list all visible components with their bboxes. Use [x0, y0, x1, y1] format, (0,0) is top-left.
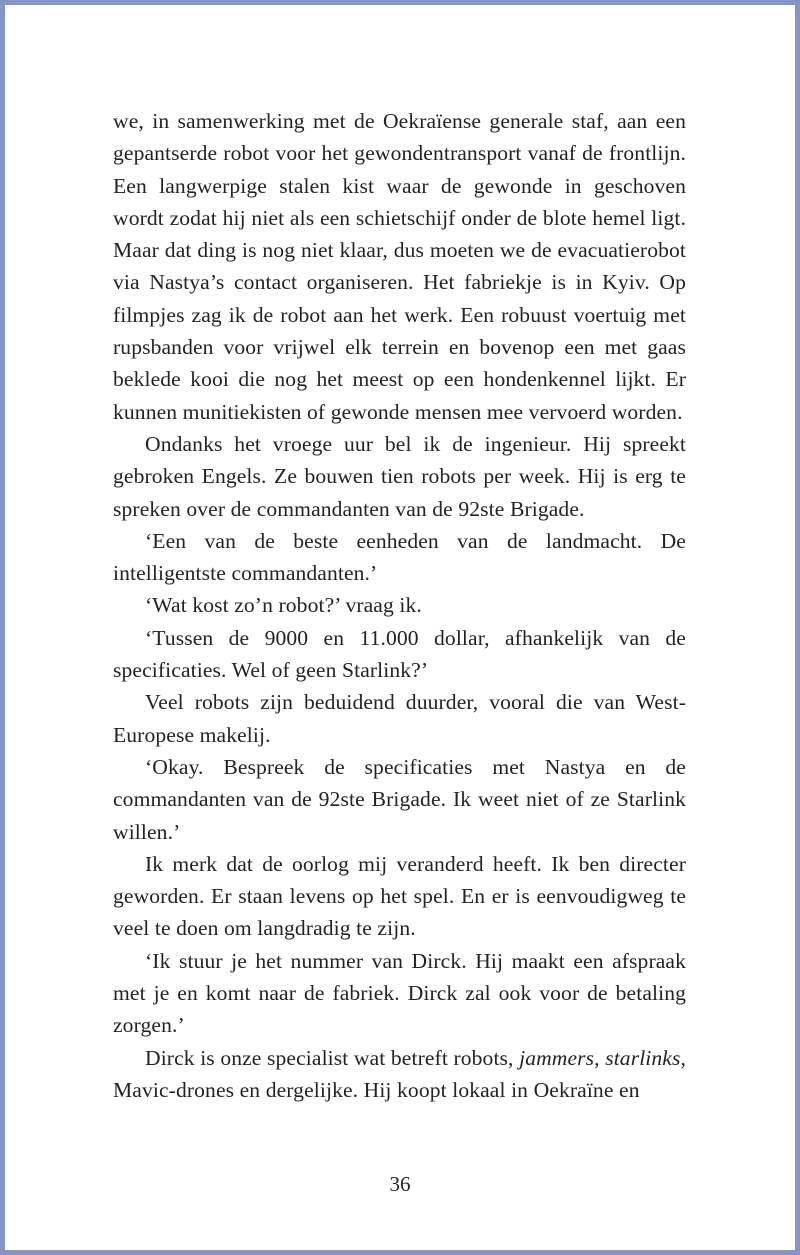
paragraph-dialogue: ‘Ik stuur je het nummer van Dirck. Hij maakt een afspraak met je en komt naar de fabriek. Dirck zal ook voor de betaling zorgen.’ [113, 948, 686, 1038]
paragraph-text: Dirck is onze specialist wat betreft robots, [145, 1045, 520, 1070]
paragraph-dialogue: ‘Okay. Bespreek de specificaties met Nastya en de commandanten van de 92ste Brigade. Ik weet niet of ze Starlink willen.’ [113, 754, 686, 844]
paragraph-text: , Mavic-drones en dergelijke. Hij koopt lokaal in Oekraïne en [113, 1045, 686, 1102]
paragraph-text: , [594, 1045, 606, 1070]
page-number: 36 [389, 1172, 411, 1196]
paragraph: Ik merk dat de oorlog mij veranderd heeft. Ik ben directer geworden. Er staan levens op het spel. En er is eenvoudigweg te veel te doen om langdradig te zijn. [113, 851, 686, 941]
paragraph-continuation: we, in samenwerking met de Oekraïense generale staf, aan een gepantserde robot voor het gewondentransport vanaf de frontlijn. Een langwerpige stalen kist waar de gewonde in geschoven wordt zodat hij niet als een schietschijf onder de blote hemel ligt. Maar dat ding is nog niet klaar, dus moeten we de evacuatierobot via Nastya’s contact organiseren. Het fabriekje is in Kyiv. Op filmpjes zag ik de robot aan het werk. Een robuust voertuig met rupsbanden voor vrijwel elk terrein en bovenop een met gaas beklede kooi die nog het meest op een hondenkennel lijkt. Er kunnen munitiekisten of gewonde mensen mee vervoerd worden. [113, 109, 686, 424]
paragraph-dialogue: ‘Tussen de 9000 en 11.000 dollar, afhankelijk van de specificaties. Wel of geen Starlink?’ [113, 625, 686, 683]
paragraph: Ondanks het vroege uur bel ik de ingenieur. Hij spreekt gebroken Engels. Ze bouwen tien robots per week. Hij is erg te spreken over de commandanten van de 92ste Brigade. [113, 431, 686, 521]
paragraph: Veel robots zijn beduidend duurder, vooral die van West-Europese makelij. [113, 690, 686, 747]
italic-term: jammers [519, 1045, 595, 1070]
paragraph-dialogue: ‘Een van de beste eenheden van de landmacht. De intelligentste commandanten.’ [113, 528, 686, 586]
paragraph-dialogue: ‘Wat kost zo’n robot?’ vraag ik. [145, 593, 422, 618]
paragraph-with-italics [113, 1042, 686, 1107]
page-text [113, 105, 686, 1106]
italic-term: starlinks [605, 1045, 681, 1070]
